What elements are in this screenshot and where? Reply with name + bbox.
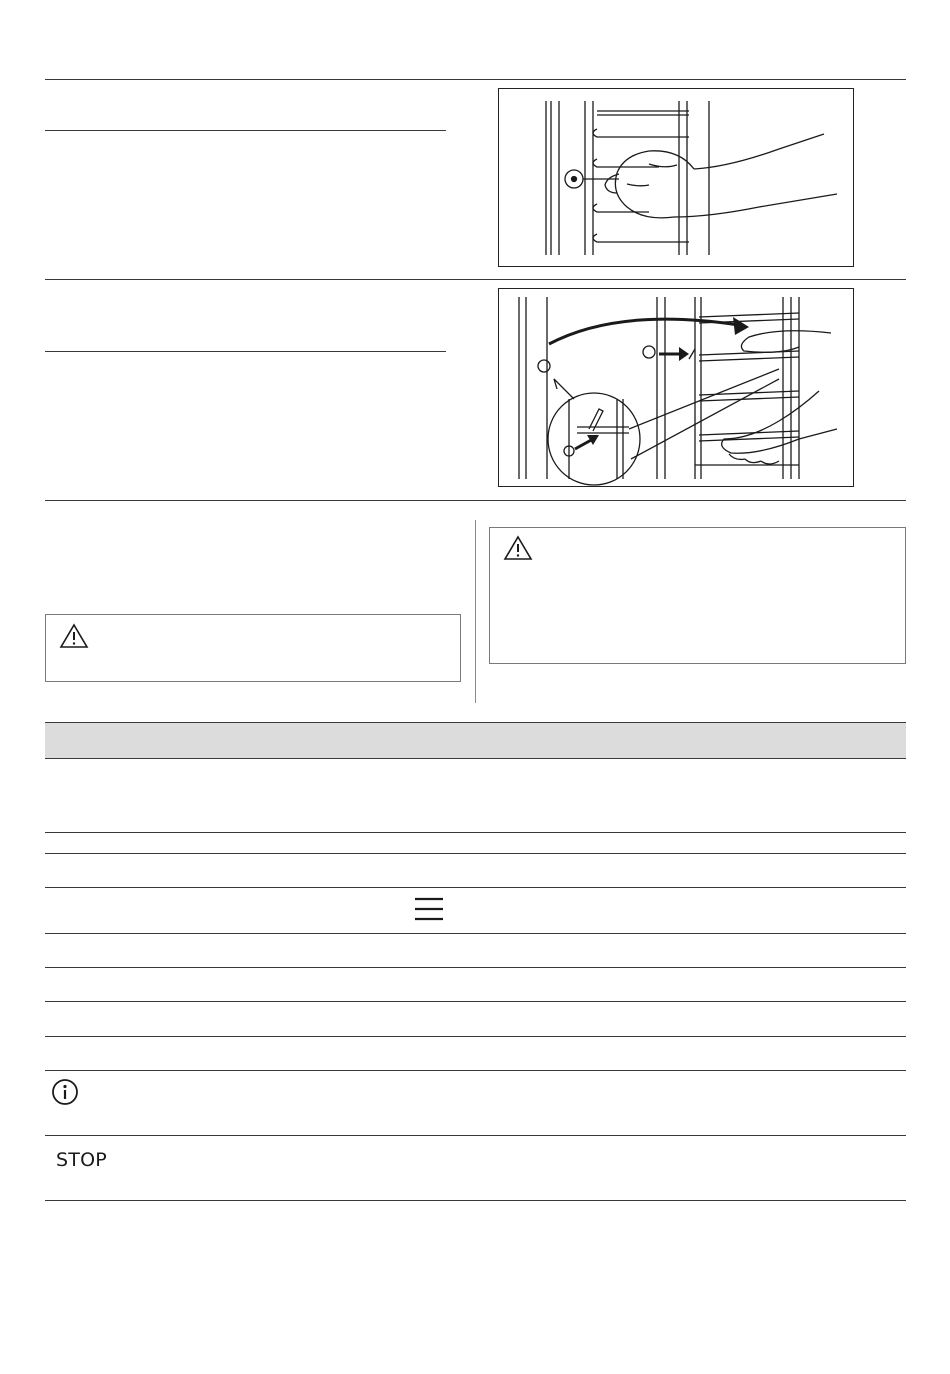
warning-box-right — [489, 527, 906, 664]
warning-triangle-icon — [59, 623, 89, 649]
table-bottom-rule — [45, 1200, 906, 1201]
illustration-remove-shelf-support — [498, 88, 854, 267]
table-row-rule — [45, 933, 906, 934]
step-divider-rule — [45, 279, 906, 280]
table-row-rule — [45, 887, 906, 888]
shelf-support-install-drawing — [499, 289, 854, 487]
stop-label: STOP — [56, 1149, 107, 1171]
table-header — [45, 722, 906, 759]
table-row-rule — [45, 967, 906, 968]
warning-triangle-icon — [503, 535, 533, 561]
info-circle-icon — [51, 1078, 79, 1106]
table-row-rule — [45, 832, 906, 833]
column-divider — [475, 520, 476, 703]
shelf-support-removal-drawing — [499, 89, 854, 267]
step-2-title-rule — [45, 351, 446, 352]
section-bottom-rule — [45, 500, 906, 501]
table-row-rule — [45, 853, 906, 854]
table-row-rule — [45, 1135, 906, 1136]
table-row-rule — [45, 1001, 906, 1002]
menu-icon — [414, 896, 444, 922]
step-1-title-rule — [45, 130, 446, 131]
illustration-install-shelf-support — [498, 288, 854, 487]
section-top-rule — [45, 79, 906, 80]
table-row-rule — [45, 1036, 906, 1037]
warning-box-left — [45, 614, 461, 682]
table-row-rule — [45, 1070, 906, 1071]
